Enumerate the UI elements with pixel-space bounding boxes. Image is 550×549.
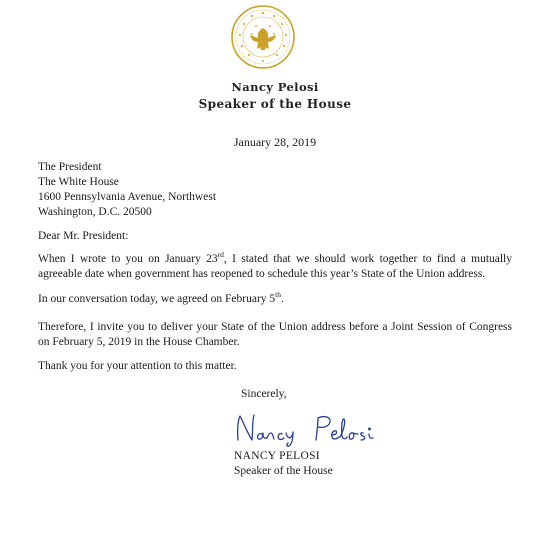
signer-title: Speaker of the House <box>234 465 333 477</box>
paragraph-text: When I wrote to you on January 23 <box>38 253 218 265</box>
recipient-line: The White House <box>38 176 119 188</box>
body-paragraph-3: Therefore, I invite you to deliver your State of the Union address before a Joint Session of Congress on February 5, 2019 in the House Chamber. <box>38 321 512 348</box>
ordinal-suffix: rd <box>217 250 224 260</box>
paragraph-text: . <box>281 293 284 305</box>
letterhead-name: Nancy Pelosi <box>231 80 319 94</box>
paragraph-text: , I stated that we should work together to find a mutually agreeable date when government has reopened to schedule this year’s State of the Union address. <box>38 253 513 280</box>
ordinal-suffix: th <box>275 290 282 300</box>
body-paragraph-2 <box>38 292 512 307</box>
recipient-line: The President <box>38 161 102 173</box>
salutation: Dear Mr. President: <box>38 230 129 242</box>
recipient-address <box>38 160 216 220</box>
valediction: Sincerely, <box>241 388 287 400</box>
letter-date: January 28, 2019 <box>233 135 317 149</box>
signer-name: NANCY PELOSI <box>234 450 320 462</box>
body-paragraph-4: Thank you for your attention to this matter. <box>38 360 237 372</box>
letterhead-title: Speaker of the House <box>198 97 352 111</box>
recipient-line: 1600 Pennsylvania Avenue, Northwest <box>38 191 217 203</box>
recipient-line: Washington, D.C. 20500 <box>38 206 152 218</box>
body-paragraph-1 <box>38 252 512 282</box>
handwritten-signature-icon <box>232 410 392 448</box>
paragraph-text: In our conversation today, we agreed on February 5 <box>38 293 276 305</box>
house-seal-icon <box>230 4 296 70</box>
